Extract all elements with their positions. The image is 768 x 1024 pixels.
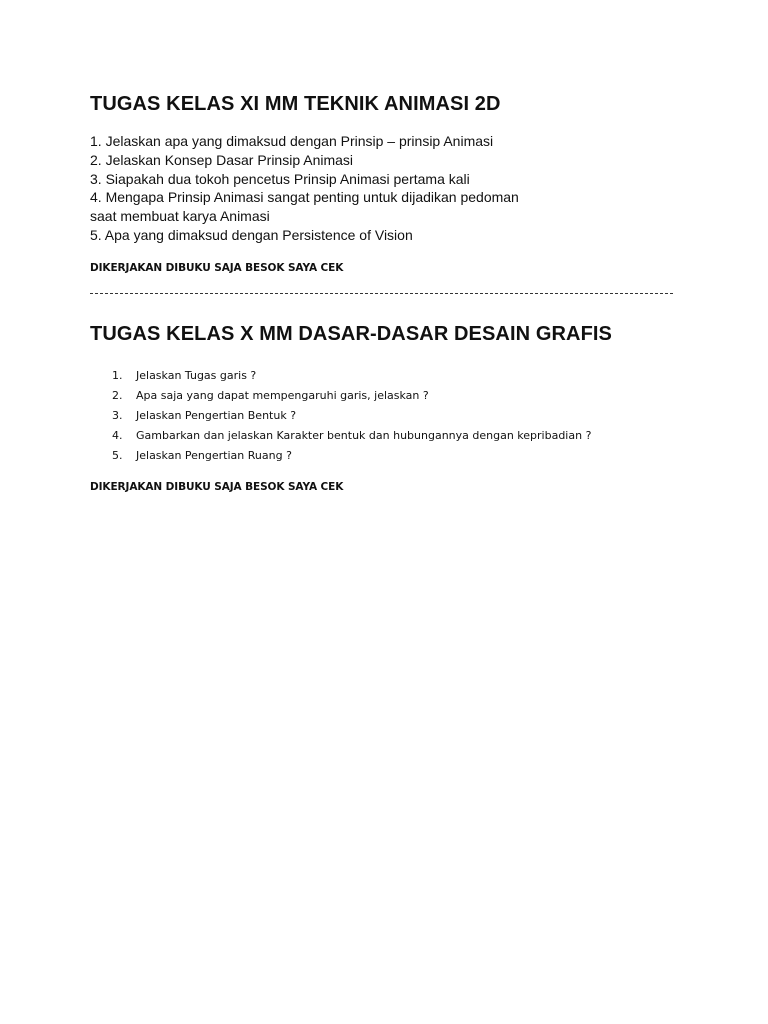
list-item: [90, 386, 591, 406]
question-line: 2. Jelaskan Konsep Dasar Prinsip Animasi: [90, 151, 354, 168]
section-1-title: TUGAS KELAS XI MM TEKNIK ANIMASI 2D: [90, 93, 501, 115]
list-item-text: Gambarkan dan jelaskan Karakter bentuk dan hubungannya dengan kepribadian ?: [136, 429, 592, 442]
section-2-instruction-note: DIKERJAKAN DIBUKU SAJA BESOK SAYA CEK: [90, 481, 344, 493]
question-line-continuation: saat membuat karya Animasi: [90, 208, 270, 225]
list-number: 4.: [112, 429, 123, 442]
list-number: 3.: [112, 409, 123, 422]
list-item: [90, 426, 591, 446]
question-line: 3. Siapakah dua tokoh pencetus Prinsip Animasi pertama kali: [90, 170, 470, 187]
list-item-text: Jelaskan Tugas garis ?: [136, 369, 257, 382]
section-1-question-list: [90, 132, 519, 245]
question-line: 1. Jelaskan apa yang dimaksud dengan Prinsip – prinsip Animasi: [90, 133, 494, 149]
list-number: 1.: [112, 369, 123, 382]
question-line: 4. Mengapa Prinsip Animasi sangat penting untuk dijadikan pedoman: [90, 189, 519, 206]
question-line: 5. Apa yang dimaksud dengan Persistence of Vision: [90, 226, 413, 243]
dashed-divider: [90, 293, 673, 294]
list-item-text: Jelaskan Pengertian Bentuk ?: [136, 409, 297, 422]
section-2-title: TUGAS KELAS X MM DASAR-DASAR DESAIN GRAFIS: [90, 323, 612, 345]
list-item-text: Apa saja yang dapat mempengaruhi garis, jelaskan ?: [136, 389, 429, 402]
list-item: [90, 406, 591, 426]
section-1-instruction-note: DIKERJAKAN DIBUKU SAJA BESOK SAYA CEK: [90, 262, 344, 274]
list-item: [90, 446, 591, 466]
section-2-question-list: [90, 366, 591, 466]
list-item: [90, 366, 591, 386]
list-number: 5.: [112, 449, 123, 462]
list-number: 2.: [112, 389, 123, 402]
list-item-text: Jelaskan Pengertian Ruang ?: [136, 449, 292, 462]
